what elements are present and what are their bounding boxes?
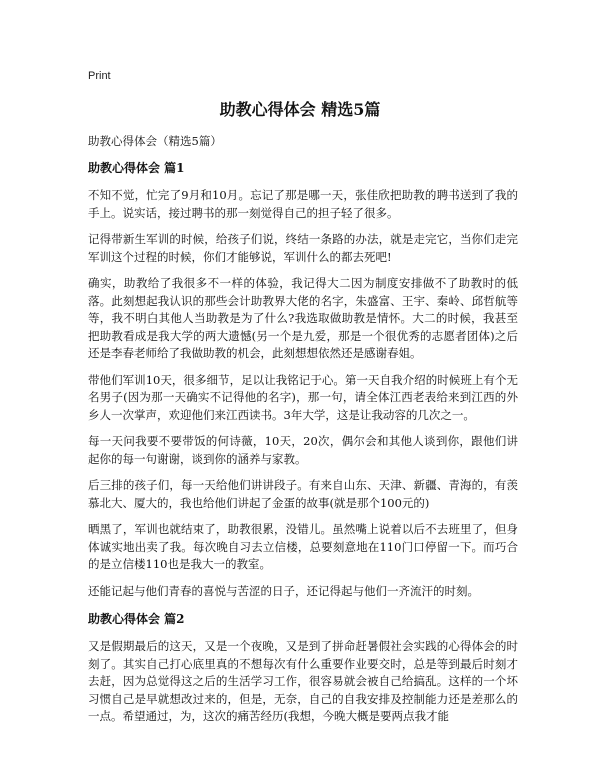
paragraph: 确实，助教给了我很多不一样的体验，我记得大二因为制度安排做不了助教时的低落。此刻想起我认识的那些会计助教界大佬的名字，朱盛富、王宇、秦岭、邱哲航等等，我不明白其他人当助教是为了什么?我选取做助教是情怀。大二的时候，我甚至把助教看成是我大学的两大遗憾(另一个是九爱，那是一个很优秀的志愿者团体)之后还是李春老师给了我做助教的机会，此刻想想依然还是感谢春姐。 — [88, 276, 518, 360]
paragraph: 记得带新生军训的时候，给孩子们说，终结一条路的办法，就是走完它，当你们走完军训这个过程的时候，你们才能够说，军训什么的都去死吧! — [88, 232, 518, 264]
paragraph: 还能记起与他们青春的喜悦与苦涩的日子，还记得起与他们一齐流汗的时刻。 — [88, 583, 479, 598]
section-heading-2: 助教心得体会 篇2 — [88, 612, 185, 626]
paragraph: 带他们军训10天，很多细节，足以让我铭记于心。第一天自我介绍的时候班上有个无名男子(因为那一天确实不记得他的名字)，那一句，请全体江西老表给来到江西的外乡人一次掌声，欢迎他们来江西读书。3年大学，这是让我动容的几次之一。 — [88, 372, 518, 422]
paragraph: 后三排的孩子们，每一天给他们讲讲段子。有来自山东、天津、新疆、青海的，有羡慕北大、厦大的，我也给他们讲起了金蛋的故事(就是那个100元的) — [88, 478, 518, 510]
print-label: Print — [88, 70, 111, 82]
document-title: 助教心得体会 精选5篇 — [219, 100, 381, 119]
document-body — [88, 133, 518, 735]
paragraph: 又是假期最后的这天，又是一个夜晚，又是到了拼命赶暑假社会实践的心得体会的时刻了。其实自己打心底里真的不想每次有什么重要作业要交时，总是等到最后时刻才去赶，因为总觉得这之后的生活学习工作，很容易就会被自己给搞乱。这样的一个坏习惯自己是早就想改过来的，但是，无奈，自己的自我安排及控制能力还是差那么的一点。希望通过，为，这次的痛苦经历(我想，今晚大概是要两点我才能 — [88, 639, 518, 723]
paragraph: 每一天问我要不要带饭的何诗薇，10天，20次，偶尔会和其他人谈到你，跟他们讲起你的每一句谢谢，谈到你的涵养与家教。 — [88, 434, 518, 466]
paragraph: 晒黑了，军训也就结束了，助教很累，没错儿。虽然嘴上说着以后不去班里了，但身体诚实地出卖了我。每次晚自习去立信楼，总要刻意地在110门口停留一下。而巧合的是立信楼110也是我大一的教室。 — [88, 522, 518, 571]
paragraph: 不知不觉，忙完了9月和10月。忘记了那是哪一天，张佳欣把助教的聘书送到了我的手上。说实话，接过聘书的那一刻觉得自己的担子轻了很多。 — [88, 188, 518, 220]
document-subtitle: 助教心得体会（精选5篇） — [88, 134, 222, 148]
section-heading-1: 助教心得体会 篇1 — [88, 161, 185, 175]
